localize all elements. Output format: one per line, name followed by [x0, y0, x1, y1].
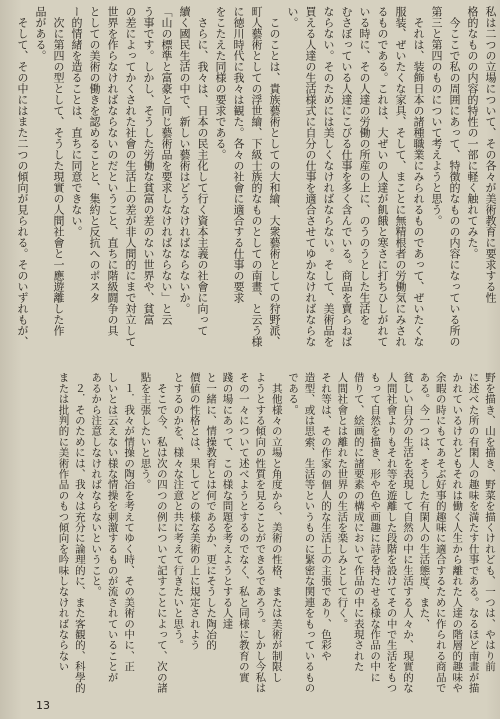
text-column: 借りて、絵画的に諸要素の構成において作品の中に表現された: [352, 372, 365, 672]
text-column: 私は二つの立場について、その各々が美術教育に要求する性: [484, 6, 497, 303]
numbered-point-column: ２．そのためには、我々は充分に論理的に、また客観的、科學的: [73, 372, 86, 693]
text-column: い。: [286, 6, 299, 28]
text-column: としての美術の働きを認めることと、集約と反抗へのポスタ: [88, 6, 101, 303]
upper-text-block: [13, 6, 499, 352]
text-column: あるから注意しなければならないということ。: [90, 372, 103, 597]
text-column: 品がある。: [34, 6, 47, 61]
text-column: しいとは云えない様な情操を刺激するものが流されていることが: [106, 372, 119, 683]
text-column: もって自然を描き、形や色や画趣に詩を持たせる様な作品の中に: [369, 372, 382, 683]
text-column: 買える人達の生活様式に自分の仕事を適合させてゆかなければならな: [304, 6, 317, 347]
text-column: と一緒に、情操教育とは何であるか、更にそうした陶冶的: [205, 372, 218, 651]
numbered-point-column: １．我々が情操の陶冶を考えてゆく時、その美術の中に、正: [123, 372, 136, 672]
text-column: または批判的に美術作品のもつ傾向を吟味しなければならない: [57, 372, 70, 672]
text-column: 人間社會とは離れた世界の生活を楽しみとして行く。: [336, 372, 349, 629]
text-column: 野を描き、山を描き、野菜を描くけれども、一つは、やはり前: [484, 372, 496, 672]
text-column: そして、その中にはまた二つの傾向が見られる。そのいずれもが、: [16, 6, 29, 347]
text-column: ー的情緒を造ることは、直ちに同意できない。: [70, 6, 83, 237]
text-column: いる時に、その人達の労働の所産の上に、のうのうとした生活を: [358, 6, 371, 325]
text-column: 人間社會よりもそれ等を遊離した段階を設けてその中で生活をもつ: [385, 372, 398, 693]
text-column: 「山の標準と富豪と同じ藝術品を要求しなければならない」と云: [160, 6, 173, 325]
text-column: 格的なものの内容的特性の一部に軽く触れてみた。: [466, 6, 479, 259]
text-column: 踐の場にあって、この様な問題を考えようとする人達: [221, 372, 234, 629]
text-column: 次に第四の型として、そうした現實の人間社會と一應遊離した作: [52, 6, 65, 336]
text-column: をこたえた同様の要求である。: [214, 6, 227, 160]
text-column: ある。今一つは、そうした有閑人の生活態度、また、: [418, 372, 431, 629]
text-column: 今ここで私の周囲にあって、特徴的なものの内容になっている所の: [448, 6, 461, 347]
text-column: 造型、或は思索、生活等というものに緊密な関連をもっているもの: [303, 372, 316, 693]
text-column: である。: [287, 372, 300, 415]
text-column: 町人藝術としての浮世繪、下級士族的なものとしての南畫、と云う様: [250, 6, 263, 347]
text-column: 服装、ぜいたくな家具、そして、まことに無精根者の労働気にみされ: [394, 6, 407, 347]
text-column: 價値の性格とは、果してどの様な美術の上に規定されよう: [188, 372, 201, 651]
text-column: に述べた所の有閑人の趣味を満たす仕事である。なるほど南畫が描: [467, 372, 480, 693]
text-column: それ等は、その作家の個人的な生活上の主張であり、色彩や: [319, 372, 332, 661]
text-column: 點を主張したいと思う。: [139, 372, 152, 490]
lower-text-block: [54, 372, 498, 694]
text-column: むさぼっている人達にこびる仕事を多く含んでいる。商品を賣らねば: [340, 6, 353, 347]
text-column: 世界を作らなければならないのだということ、直ちに階級闘争の具: [106, 6, 119, 336]
text-column: その一々について述べようとするのでなく、私と同様に教育の實: [237, 372, 250, 683]
text-column: う事です。しかし、そうした労働な貧富の差のない世界や、貧富: [142, 6, 155, 325]
text-column: ようとする傾向の性質を見ることができるであろう。しかし今私は: [254, 372, 267, 693]
text-column: かれているけれどもそれは働く人生から離れた人達の階層的趣味や: [451, 372, 464, 693]
text-column: そこで今、私は次の四つの例について記すことによって、次の諸: [155, 372, 168, 693]
text-column: とするのかを、様々な注意と共に考えて行きたいと思う。: [172, 372, 185, 651]
page-number: 13: [36, 699, 50, 712]
text-column: 第三と第四のものについて考えようと思う。: [430, 6, 443, 226]
text-column: るものである。これは、大ぜいの人達が飢餓と寒さに打ちひしがれて: [376, 6, 389, 347]
text-column: 余暇の時にもてあそぶ好事的趣味に適合するために作られる商品で: [434, 372, 447, 693]
text-column: ならない。そのためには美しくなければならない。そして、美術品を: [322, 6, 335, 347]
text-column: このことは、貴族藝術としての大和繪、大衆藝術としての狩野派、: [268, 6, 281, 347]
text-column: 續く國民生活の中で、新しい藝術はどうなければならないか。: [178, 6, 191, 314]
text-column: に徳川時代に我々は観た。各々の社會に適合する仕事の要求: [232, 6, 245, 303]
text-column: の差によってかくされた社會の生活上の差が非人間的にまで対立して: [124, 6, 137, 347]
text-column: さらに、我々は、日本の民主化して行く資本主義の社會に向って: [196, 6, 209, 336]
text-column: それは、装飾日本の諸種職業にみられるものであって、ぜいたくな: [412, 6, 425, 347]
text-column: 貧しい自分の生活を表現して自然の中に生活する人々か、現實的な: [401, 372, 414, 693]
text-column: 其他様々の立場と角度から、美術の性格、または美術が制限し: [270, 372, 283, 683]
